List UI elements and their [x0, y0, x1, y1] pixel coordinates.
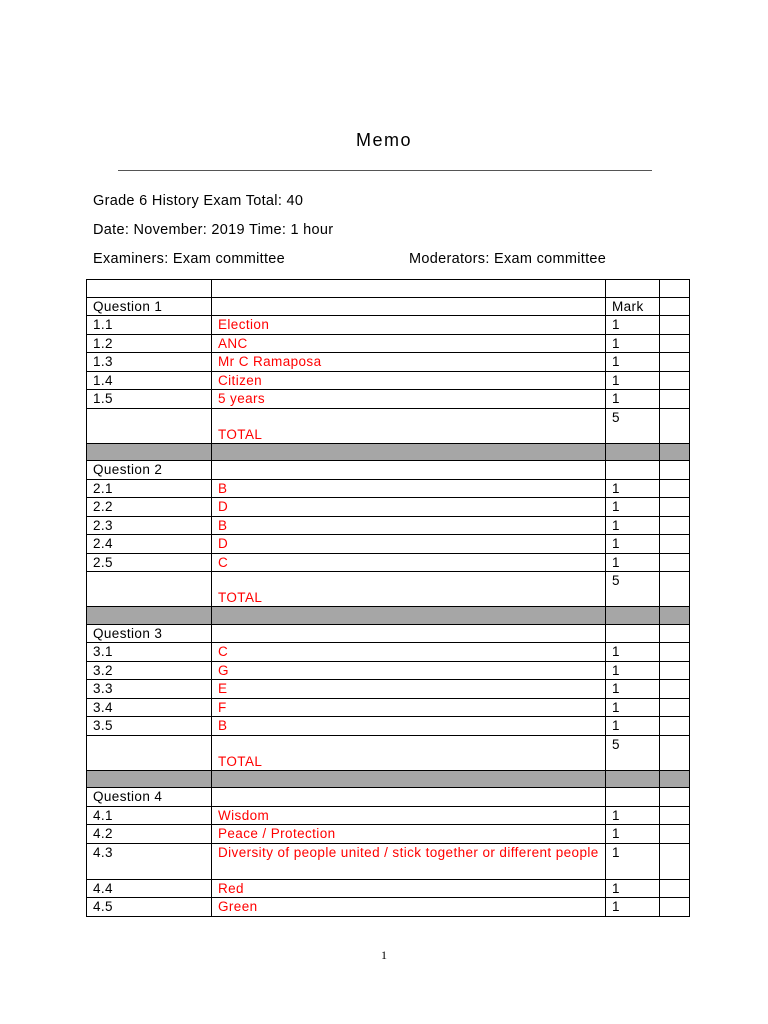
- table-row: [87, 843, 690, 879]
- table-row: [87, 717, 690, 736]
- table-row: [87, 516, 690, 535]
- table-row: [87, 643, 690, 662]
- total-label: TOTAL: [212, 572, 606, 607]
- mark-value: 1: [606, 316, 660, 335]
- section-heading-row: [87, 788, 690, 807]
- question-number: 3.2: [87, 661, 212, 680]
- question-number: 2.5: [87, 553, 212, 572]
- memo-table: [86, 279, 690, 917]
- mark-value: 1: [606, 390, 660, 409]
- mark-value: 1: [606, 643, 660, 662]
- mark-value: 1: [606, 717, 660, 736]
- question-number: 1.4: [87, 371, 212, 390]
- mark-value: 1: [606, 843, 660, 879]
- table-row: [87, 316, 690, 335]
- examiners-text: Examiners: Exam committee: [93, 251, 286, 267]
- section-heading-row: [87, 297, 690, 316]
- separator-row: [87, 443, 690, 461]
- question-number: 3.3: [87, 680, 212, 699]
- mark-value: 1: [606, 806, 660, 825]
- section-heading: Question 3: [87, 624, 212, 643]
- section-heading: Question 1: [87, 297, 212, 316]
- table-row: [87, 334, 690, 353]
- mark-header: Mark: [606, 297, 660, 316]
- question-number: 1.3: [87, 353, 212, 372]
- total-row: [87, 572, 690, 607]
- question-number: 2.4: [87, 535, 212, 554]
- question-number: 2.2: [87, 498, 212, 517]
- question-number: 3.1: [87, 643, 212, 662]
- question-number: 4.3: [87, 843, 212, 879]
- table-row: [87, 698, 690, 717]
- section-heading: Question 2: [87, 461, 212, 480]
- mark-value: 1: [606, 698, 660, 717]
- question-number: 4.5: [87, 898, 212, 917]
- answer-text: Citizen: [212, 371, 606, 390]
- answer-text: D: [212, 498, 606, 517]
- table-row: [87, 390, 690, 409]
- moderators-text: Moderators: Exam committee: [409, 251, 607, 267]
- answer-text: Peace / Protection: [212, 825, 606, 844]
- table-row: [87, 498, 690, 517]
- table-row: [87, 353, 690, 372]
- total-label: TOTAL: [212, 408, 606, 443]
- mark-value: 1: [606, 371, 660, 390]
- mark-value: 1: [606, 898, 660, 917]
- table-row: [87, 898, 690, 917]
- section-heading-row: [87, 624, 690, 643]
- section-heading: Question 4: [87, 788, 212, 807]
- answer-text: Mr C Ramaposa: [212, 353, 606, 372]
- answer-text: 5 years: [212, 390, 606, 409]
- total-label: TOTAL: [212, 735, 606, 770]
- question-number: 2.1: [87, 479, 212, 498]
- page-number: 1: [381, 948, 387, 962]
- question-number: 1.5: [87, 390, 212, 409]
- answer-text: B: [212, 717, 606, 736]
- answer-text: G: [212, 661, 606, 680]
- total-row: [87, 408, 690, 443]
- total-mark: 5: [606, 408, 660, 443]
- date-time-line: Date: November: 2019 Time: 1 hour: [93, 222, 334, 238]
- title-underline: [118, 170, 652, 171]
- table-header-blank-row: [87, 280, 690, 298]
- question-number: 4.4: [87, 879, 212, 898]
- answer-text: D: [212, 535, 606, 554]
- question-number: 1.2: [87, 334, 212, 353]
- answer-text: B: [212, 479, 606, 498]
- total-row: [87, 735, 690, 770]
- answer-text: Green: [212, 898, 606, 917]
- mark-value: 1: [606, 535, 660, 554]
- answer-text: F: [212, 698, 606, 717]
- mark-value: 1: [606, 661, 660, 680]
- table-row: [87, 879, 690, 898]
- total-mark: 5: [606, 572, 660, 607]
- question-number: 3.4: [87, 698, 212, 717]
- mark-value: 1: [606, 334, 660, 353]
- question-number: 1.1: [87, 316, 212, 335]
- question-number: 4.2: [87, 825, 212, 844]
- answer-text: ANC: [212, 334, 606, 353]
- mark-value: 1: [606, 498, 660, 517]
- table-row: [87, 371, 690, 390]
- answer-text: C: [212, 643, 606, 662]
- question-number: 2.3: [87, 516, 212, 535]
- mark-value: 1: [606, 879, 660, 898]
- exam-total-line: Grade 6 History Exam Total: 40: [93, 193, 304, 209]
- answer-text: Election: [212, 316, 606, 335]
- answer-text: E: [212, 680, 606, 699]
- table-row: [87, 806, 690, 825]
- total-mark: 5: [606, 735, 660, 770]
- table-row: [87, 825, 690, 844]
- answer-text: Diversity of people united / stick together or different people: [212, 843, 606, 879]
- table-row: [87, 479, 690, 498]
- memo-title: Memo: [355, 130, 412, 150]
- mark-value: 1: [606, 553, 660, 572]
- mark-value: 1: [606, 825, 660, 844]
- answer-text: B: [212, 516, 606, 535]
- answer-text: Wisdom: [212, 806, 606, 825]
- separator-row: [87, 770, 690, 788]
- mark-value: 1: [606, 353, 660, 372]
- separator-row: [87, 607, 690, 625]
- table-row: [87, 553, 690, 572]
- table-row: [87, 661, 690, 680]
- table-row: [87, 680, 690, 699]
- mark-value: 1: [606, 479, 660, 498]
- mark-value: 1: [606, 516, 660, 535]
- question-number: 4.1: [87, 806, 212, 825]
- question-number: 3.5: [87, 717, 212, 736]
- answer-text: C: [212, 553, 606, 572]
- mark-value: 1: [606, 680, 660, 699]
- section-heading-row: [87, 461, 690, 480]
- table-row: [87, 535, 690, 554]
- answer-text: Red: [212, 879, 606, 898]
